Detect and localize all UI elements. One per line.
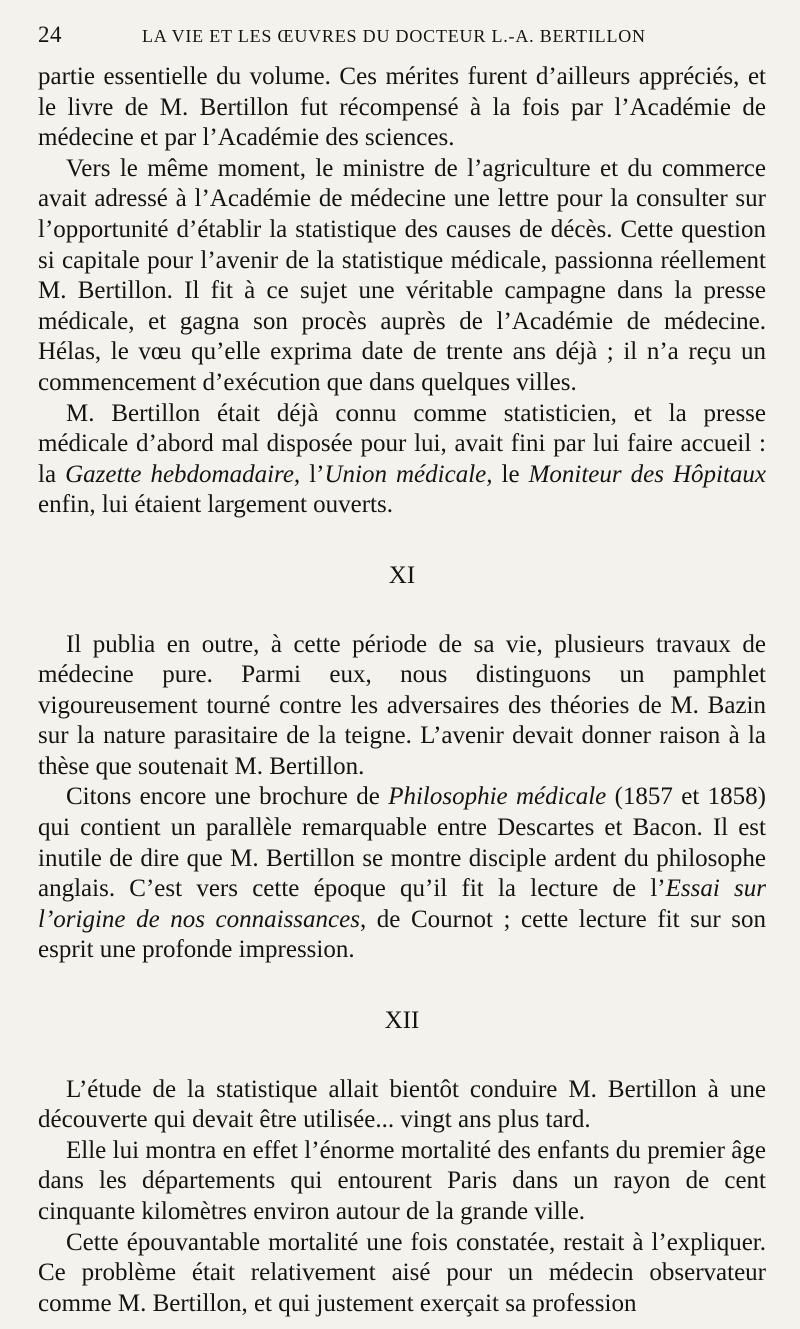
paragraph: Vers le même moment, le ministre de l’agriculture et du commerce avait adressé à l’Académie de médecine une lettre pour la consulter sur l’opportunité d’établir la statistique des causes de décès. Cette question si capitale pour l’avenir de la statistique médicale, passionna réellement M. Bertillon. Il fit à ce sujet une véritable campagne dans la presse médicale, et gagna son procès auprès de l’Académie de médecine. Hélas, le vœu qu’elle exprima date de trente ans déjà ; il n’a reçu un commencement d’exécution que dans quelques villes. — [38, 154, 766, 396]
paragraph — [38, 399, 766, 521]
text-run: (1857 et 1858) qui contient un parallèle remarquable entre Descartes et Bacon. Il est inutile de dire que M. Bertillon se montre disciple ardent du philosophe anglais. C’est vers cette époque qu’il fit la lecture de l’ — [38, 783, 766, 903]
running-title: LA VIE ET LES ŒUVRES DU DOCTEUR L.-A. BERTILLON — [142, 26, 646, 46]
work-title: Essai sur l’origine de nos connaissances — [38, 875, 766, 933]
text-run: l’ — [300, 460, 325, 488]
journal-title: Moniteur des Hôpitaux — [528, 460, 766, 488]
page-number: 24 — [38, 22, 62, 47]
text-run: Citons encore une brochure de — [66, 783, 389, 811]
running-head — [38, 22, 766, 62]
section-heading: XII — [384, 1007, 420, 1035]
paragraph: Il publia en outre, à cette période de sa vie, plusieurs travaux de médecine pure. Parmi eux, nous distinguons un pamphlet vigoureusement tourné contre les adversaires des théories de M. Bazin sur la nature parasitaire de la teigne. L’avenir devait donner raison à la thèse que soutenait M. Bertillon. — [38, 630, 766, 780]
body-text — [38, 62, 766, 1319]
paragraph: Cette épouvantable mortalité une fois constatée, restait à l’expliquer. Ce problème était relativement aisé pour un médecin observateur comme M. Bertillon, et qui justement exerçait sa profession — [38, 1228, 766, 1317]
journal-title: Union médicale, — [324, 460, 493, 488]
text-run: le — [492, 460, 529, 488]
journal-title: Gazette hebdomadaire, — [65, 460, 301, 488]
paragraph — [38, 782, 766, 966]
text-run: enfin, lui étaient largement ouverts. — [38, 491, 393, 519]
paragraph: partie essentielle du volume. Ces mérites furent d’ailleurs appréciés, et le livre de M. Bertillon fut récompensé à la fois par l’Académie de médecine et par l’Académie des sciences. — [38, 63, 766, 152]
work-title: Philosophie médicale — [388, 783, 607, 811]
paragraph: Elle lui montra en effet l’énorme mortalité des enfants du premier âge dans les départements qui entourent Paris dans un rayon de cent cinquante kilomètres environ autour de la grande ville. — [38, 1136, 766, 1225]
text-run: M. Bertillon était déjà connu comme statisticien, et la presse médicale d’abord mal disposée pour lui, avait fini par lui faire accueil : la — [38, 399, 766, 488]
paragraph: L’étude de la statistique allait bientôt conduire M. Bertillon à une découverte qui devait être utilisée... vingt ans plus tard. — [38, 1075, 766, 1134]
text-run: , de Cournot ; cette lecture fit sur son esprit une profonde impression. — [38, 905, 766, 964]
section-heading: XI — [388, 561, 416, 589]
